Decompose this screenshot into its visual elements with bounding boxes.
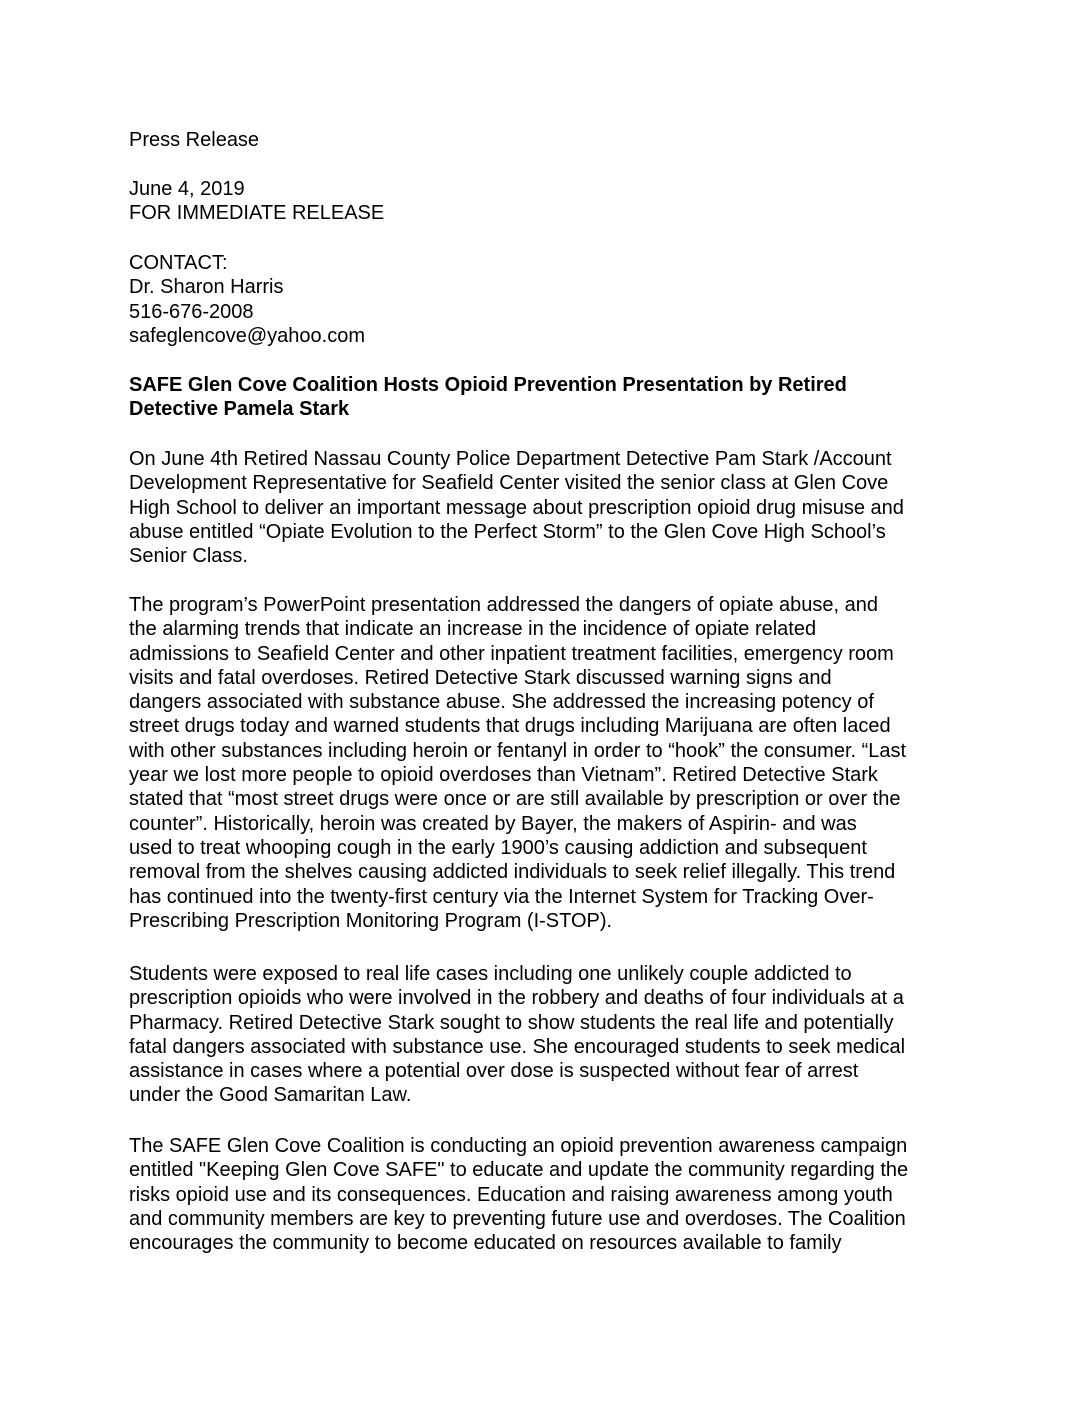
paragraph-line: stated that “most street drugs were once or are still available by prescription or over the xyxy=(129,788,901,811)
paragraph-line: admissions to Seafield Center and other inpatient treatment facilities, emergency room xyxy=(129,642,894,665)
paragraph-line: Development Representative for Seafield Center visited the senior class at Glen Cove xyxy=(129,472,889,495)
doc-type-text: Press Release xyxy=(129,129,260,151)
paragraph-cases xyxy=(129,962,969,1108)
paragraph-line: Students were exposed to real life cases including one unlikely couple addicted to xyxy=(129,963,852,985)
paragraph-line: has continued into the twenty-first century via the Internet System for Tracking Over- xyxy=(129,885,874,908)
paragraph-line: risks opioid use and its consequences. Education and raising awareness among youth xyxy=(129,1183,893,1206)
contact-name: Dr. Sharon Harris xyxy=(129,276,284,299)
paragraph-line: abuse entitled “Opiate Evolution to the Perfect Storm” to the Glen Cove High School’s xyxy=(129,520,886,543)
paragraph-presentation xyxy=(129,593,969,933)
paragraph-line: used to treat whooping cough in the early 1900’s causing addiction and subsequent xyxy=(129,836,867,859)
paragraph-line: dangers associated with substance abuse. She addressed the increasing potency of xyxy=(129,691,874,714)
paragraph-line: visits and fatal overdoses. Retired Detective Stark discussed warning signs and xyxy=(129,666,832,689)
paragraph-intro xyxy=(129,447,969,568)
paragraph-line: street drugs today and warned students that drugs including Marijuana are often laced xyxy=(129,715,891,738)
paragraph-line: removal from the shelves causing addicted individuals to seek relief illegally. This trend xyxy=(129,861,896,884)
paragraph-campaign xyxy=(129,1134,969,1255)
paragraph-line: On June 4th Retired Nassau County Police Department Detective Pam Stark /Account xyxy=(129,448,892,470)
paragraph-line: the alarming trends that indicate an increase in the incidence of opiate related xyxy=(129,618,817,641)
doc-type-label xyxy=(129,128,969,152)
contact-phone: 516-676-2008 xyxy=(129,300,254,323)
paragraph-line: with other substances including heroin or fentanyl in order to “hook” the consumer. “Last xyxy=(129,739,907,762)
paragraph-line: entitled "Keeping Glen Cove SAFE" to educate and update the community regarding the xyxy=(129,1159,909,1182)
paragraph-line: High School to deliver an important message about prescription opioid drug misuse and xyxy=(129,496,904,519)
paragraph-line: and community members are key to preventing future use and overdoses. The Coalition xyxy=(129,1207,906,1230)
paragraph-line: fatal dangers associated with substance use. She encouraged students to seek medical xyxy=(129,1035,906,1058)
contact-block xyxy=(129,251,969,348)
contact-email: safeglencove@yahoo.com xyxy=(129,324,365,347)
headline-line: Detective Pamela Stark xyxy=(129,398,350,421)
paragraph-line: prescription opioids who were involved in the robbery and deaths of four individuals at a xyxy=(129,987,904,1010)
headline-line: SAFE Glen Cove Coalition Hosts Opioid Prevention Presentation by Retired xyxy=(129,374,847,396)
paragraph-line: counter”. Historically, heroin was created by Bayer, the makers of Aspirin- and was xyxy=(129,812,857,835)
paragraph-line: assistance in cases where a potential over dose is suspected without fear of arrest xyxy=(129,1060,859,1083)
paragraph-line: encourages the community to become educated on resources available to family xyxy=(129,1232,842,1255)
paragraph-line: Pharmacy. Retired Detective Stark sought to show students the real life and potentially xyxy=(129,1011,894,1034)
release-notice: FOR IMMEDIATE RELEASE xyxy=(129,202,385,225)
release-date: June 4, 2019 xyxy=(129,178,245,200)
contact-label: CONTACT: xyxy=(129,252,228,274)
paragraph-line: Prescribing Prescription Monitoring Program (I-STOP). xyxy=(129,909,613,932)
paragraph-line: under the Good Samaritan Law. xyxy=(129,1084,412,1107)
paragraph-line: The SAFE Glen Cove Coalition is conducting an opioid prevention awareness campaign xyxy=(129,1135,908,1157)
paragraph-line: year we lost more people to opioid overdoses than Vietnam”. Retired Detective Stark xyxy=(129,764,878,787)
headline xyxy=(129,373,969,422)
release-info xyxy=(129,177,969,226)
paragraph-line: Senior Class. xyxy=(129,545,248,568)
paragraph-line: The program’s PowerPoint presentation addressed the dangers of opiate abuse, and xyxy=(129,594,879,616)
